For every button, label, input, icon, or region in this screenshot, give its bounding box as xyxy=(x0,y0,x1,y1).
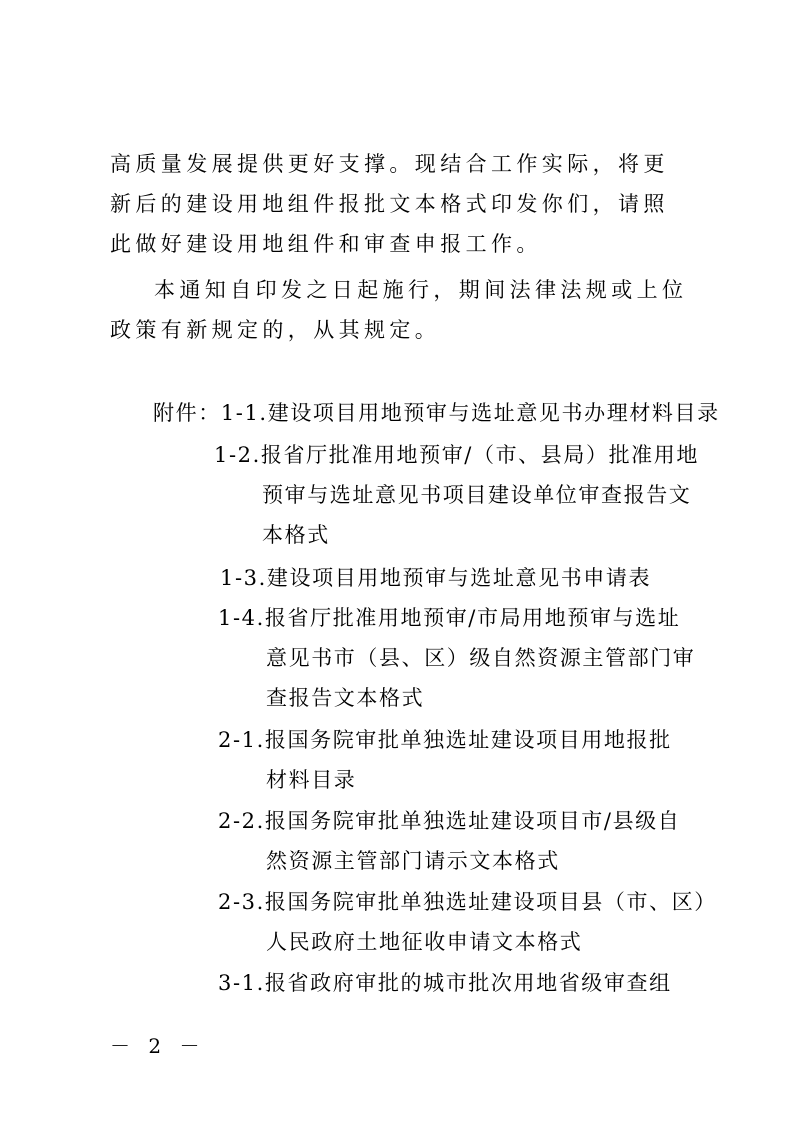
attachment-title: 报省政府审批的城市批次用地省级审查组 xyxy=(264,971,672,995)
attachment-title-cont: 预审与选址意见书项目建设单位审查报告文 xyxy=(262,483,692,507)
attachment-title: 报省厅批准用地预审/（市、县局）批准用地 xyxy=(260,443,699,467)
attachment-title-cont: 材料目录 xyxy=(266,768,357,792)
attachment-title-cont: 本格式 xyxy=(262,523,330,547)
attachment-item xyxy=(218,598,695,718)
attachment-title-cont: 人民政府土地征收申请文本格式 xyxy=(266,930,583,954)
attachment-item xyxy=(218,882,717,962)
attachment-title: 报国务院审批单独选址建设项目市/县级自 xyxy=(264,809,681,833)
body-paragraph-1: 高质量发展提供更好支撑。现结合工作实际，将更新后的建设用地组件报批文本格式印发你们，请照此做好建设用地组件和审查申报工作。 xyxy=(110,152,669,256)
body-paragraph-2 xyxy=(110,270,690,350)
attachment-number: 1-4. xyxy=(218,606,265,630)
attachment-number: 3-1. xyxy=(218,971,265,995)
attachment-item xyxy=(218,801,680,881)
attachment-number: 2-1. xyxy=(218,728,265,752)
attachment-title-cont: 意见书市（县、区）级自然资源主管部门审 xyxy=(266,646,696,670)
attachment-number: 1-3. xyxy=(220,566,267,590)
attachment-title-cont: 查报告文本格式 xyxy=(266,686,425,710)
attachments-label: 附件： xyxy=(153,401,221,425)
attachment-item xyxy=(218,720,672,800)
page-number: － 2 － xyxy=(110,1034,206,1058)
attachment-item xyxy=(220,558,651,598)
attachment-item xyxy=(214,435,699,555)
attachment-title: 建设项目用地预审与选址意见书办理材料目录 xyxy=(267,401,720,425)
attachment-item xyxy=(218,963,672,1003)
attachment-number: 1-1. xyxy=(220,401,268,425)
attachment-number: 2-2. xyxy=(218,809,265,833)
attachment-title: 报国务院审批单独选址建设项目用地报批 xyxy=(264,728,672,752)
attachment-title: 报国务院审批单独选址建设项目县（市、区） xyxy=(264,890,717,914)
attachment-title-cont: 然资源主管部门请示文本格式 xyxy=(266,849,560,873)
attachment-title: 报省厅批准用地预审/市局用地预审与选址 xyxy=(264,606,681,630)
attachment-title: 建设项目用地预审与选址意见书申请表 xyxy=(266,566,652,590)
attachment-item xyxy=(153,393,720,433)
attachment-number: 1-2. xyxy=(214,443,261,467)
attachment-number: 2-3. xyxy=(218,890,265,914)
body-paragraph-2-text: 本通知自印发之日起施行，期间法律法规或上位政策有新规定的，从其规定。 xyxy=(110,278,688,342)
